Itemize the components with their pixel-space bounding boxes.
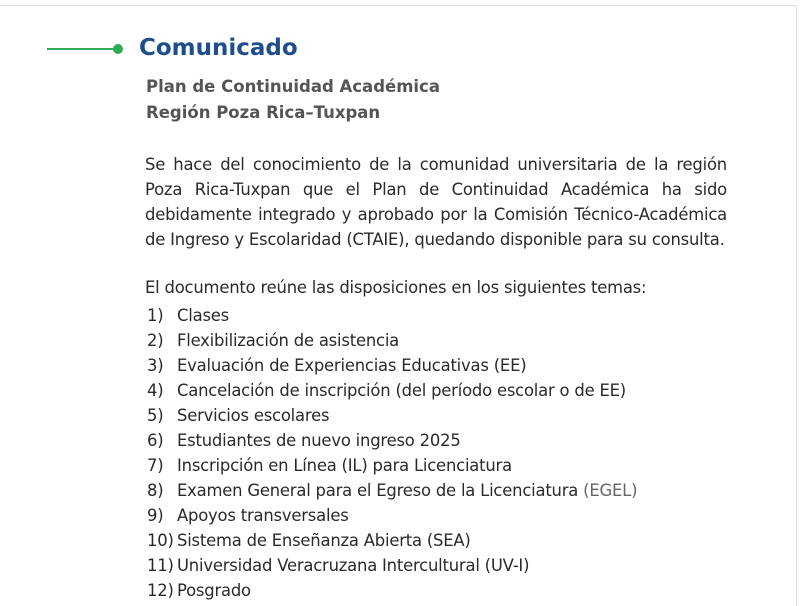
- list-item: [147, 478, 637, 503]
- list-item-text: Inscripción en Línea (IL) para Licenciatura: [177, 456, 512, 475]
- list-item-number: 10): [147, 531, 174, 550]
- list-item: [147, 303, 637, 328]
- list-item: [147, 353, 637, 378]
- list-item: [147, 503, 637, 528]
- subtitle-plan: Plan de Continuidad Académica: [146, 77, 440, 96]
- list-item-number: 12): [147, 581, 174, 600]
- list-item: [147, 428, 637, 453]
- list-item: [147, 453, 637, 478]
- list-item-text: Clases: [177, 306, 230, 325]
- list-item-acronym: (EGEL): [583, 481, 638, 500]
- list-item-number: 5): [147, 406, 164, 425]
- list-item-text: Flexibilización de asistencia: [177, 331, 400, 350]
- list-item-number: 4): [147, 381, 164, 400]
- list-item-text: Examen General para el Egreso de la Licenciatura: [177, 481, 579, 500]
- list-item-number: 2): [147, 331, 164, 350]
- list-item-text: Cancelación de inscripción (del período escolar o de EE): [177, 381, 626, 400]
- list-intro: El documento reúne las disposiciones en los siguientes temas:: [145, 278, 647, 297]
- list-item: [147, 553, 637, 578]
- list-item-text: Universidad Veracruzana Intercultural (UV-I): [177, 556, 530, 575]
- accent-dot: [113, 44, 123, 54]
- list-item-number: 11): [147, 556, 174, 575]
- list-item: [147, 403, 637, 428]
- page-title: Comunicado: [139, 35, 298, 61]
- topics-list: [147, 303, 637, 603]
- list-item-text: Servicios escolares: [177, 406, 330, 425]
- list-item-text: Posgrado: [177, 581, 251, 600]
- subtitle-region: Región Poza Rica–Tuxpan: [146, 103, 381, 122]
- list-item-text: Estudiantes de nuevo ingreso 2025: [177, 431, 461, 450]
- list-item: [147, 328, 637, 353]
- accent-line: [47, 48, 115, 50]
- list-item-number: 9): [147, 506, 164, 525]
- list-item: [147, 378, 637, 403]
- list-item-number: 8): [147, 481, 164, 500]
- body-paragraph: Se hace del conocimiento de la comunidad universitaria de la región Poza Rica-Tuxpan que el Plan de Continuidad Académica ha sido debidamente integrado y aprobado por la Comisión Técnico-Académica de Ingreso y Escolaridad (CTAIE), quedando disponible para su consulta.: [145, 155, 727, 249]
- list-item-text: Sistema de Enseñanza Abierta (SEA): [177, 531, 471, 550]
- list-item-text: Evaluación de Experiencias Educativas (EE): [177, 356, 527, 375]
- list-item-number: 1): [147, 306, 164, 325]
- list-item: [147, 578, 637, 603]
- list-item-text: Apoyos transversales: [177, 506, 349, 525]
- list-item-number: 6): [147, 431, 164, 450]
- list-item: [147, 528, 637, 553]
- list-item-number: 7): [147, 456, 164, 475]
- list-item-number: 3): [147, 356, 164, 375]
